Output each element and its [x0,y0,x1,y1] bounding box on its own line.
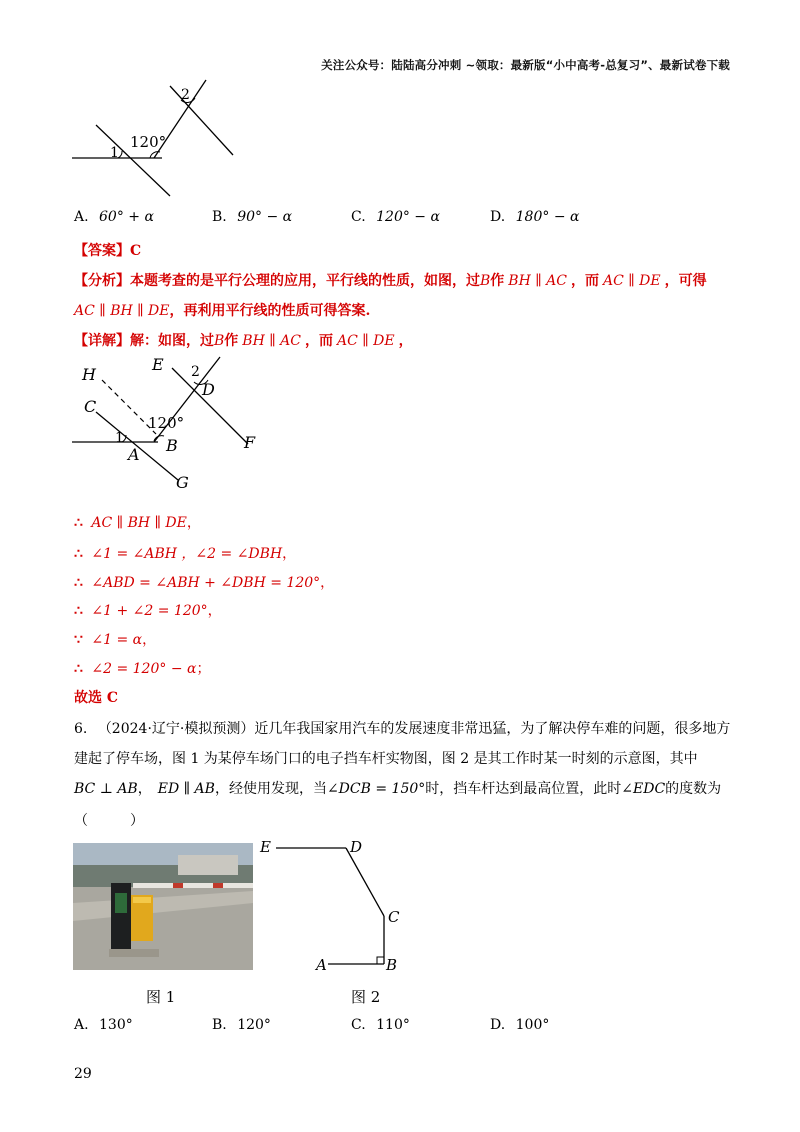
q6-source: （2024·辽宁·模拟预测） [97,721,255,737]
q6-line-1 [74,718,730,738]
label-C: C [84,397,97,416]
option-letter: B. [212,209,227,225]
figure-solution-diagram [70,352,275,492]
detail-text: ， [398,333,413,349]
option-text: 120° [237,1017,271,1033]
q6-option-b [212,1017,271,1033]
parking-gate-photo [73,843,253,970]
q6-option-a [74,1017,133,1033]
step-tail: ， [207,603,222,619]
option-text: 90° − α [237,209,293,225]
analysis-text: ，可得 [664,273,707,289]
analysis-text: 本题考查的是平行公理的应用，平行线的性质，如图，过 [130,273,480,289]
option-text: 130° [99,1017,133,1033]
analysis-label: 【分析】 [74,273,130,289]
label-2: 2 [191,364,200,380]
step-4 [74,600,222,620]
option-letter: C. [351,1017,366,1033]
label-120: 120° [148,414,185,432]
option-text: 60° + α [99,209,154,225]
q6-text: 建起了停车场，图 1 为某停车场门口的电子挡车杆实物图，图 2 是其工作时某一时刻的示意图，其中 [74,751,698,767]
conclusion: 故选 C [74,690,119,706]
label-A: A [316,956,327,974]
analysis-line-2 [74,300,370,320]
q6-line-3 [74,778,721,798]
q6-option-c [351,1017,410,1033]
q6-text: 的度数为 [665,781,722,797]
parking-gate-illustration [73,843,253,970]
step-expr: ∠2 = 120° − α [91,661,197,677]
detail-text: 作 [224,333,239,349]
step-symbol: ∴ [74,575,83,591]
step-expr: ∠ABD = ∠ABH + ∠DBH = 120° [91,575,321,591]
q5-option-d [490,209,579,225]
label-D: D [350,838,363,856]
q6-text: ， [137,781,152,797]
step-symbol: ∴ [74,603,83,619]
option-letter: D. [490,1017,506,1033]
q6-answer-bracket: （ ） [74,813,144,829]
step-6 [74,658,210,678]
step-symbol: ∴ [74,546,83,562]
option-text: 180° − α [515,209,580,225]
figure-2-caption: 图 2 [351,988,381,1006]
q6-number: 6. [74,721,88,737]
step-tail: ， [320,575,335,591]
step-symbol: ∴ [74,661,83,677]
analysis-text: ，再利用平行线的性质可得答案. [169,303,371,319]
detail-math: BH ∥ AC [242,333,301,349]
label-B: B [386,956,398,974]
label-G: G [176,473,189,492]
analysis-math: AC ∥ BH ∥ DE [74,303,170,319]
q6-math: ∠EDC [621,781,666,797]
answer-label: 【答案】 [74,243,130,259]
step-expr: ∠1 = ∠ABH ，∠2 = ∠DBH [91,546,283,562]
segment-DC [346,848,384,916]
q6-math: BC ⊥ AB [74,781,138,797]
step-tail: ， [186,515,201,531]
figure-q5-diagram [70,78,245,203]
step-symbol: ∵ [74,632,83,648]
page-header: 关注公众号：陆陆高分冲刺 ~领取：最新版“小中高考-总复习”、最新试卷下载 [321,58,730,72]
label-B: B [166,436,178,455]
step-expr: AC ∥ BH ∥ DE [91,515,187,531]
label-D: D [202,380,215,399]
step-tail: ； [196,661,211,677]
q5-option-b [212,209,292,225]
q6-text: ，经使用发现，当 [214,781,327,797]
analysis-math: B [480,273,491,289]
step-1 [74,512,201,532]
step-symbol: ∴ [74,515,83,531]
step-2 [74,543,296,563]
step-5 [74,629,156,649]
detail-label: 【详解】 [74,333,130,349]
detail-math: B [214,333,225,349]
page-number: 29 [74,1066,92,1082]
answer-value: C [130,243,142,259]
right-angle-mark [377,957,384,964]
label-E: E [152,355,164,374]
q6-math: ∠DCB = 150° [326,781,426,797]
step-3 [74,572,334,592]
q6-line-2 [74,748,698,768]
q6-option-d [490,1017,549,1033]
angle-2-label: 2 [181,87,190,103]
q6-text: 时，挡车杆达到最高位置，此时 [425,781,622,797]
figure-q6-diagram [258,836,408,976]
step-expr: ∠1 = α [91,632,143,648]
analysis-text: ，而 [570,273,599,289]
step-tail: ， [282,546,297,562]
label-1: 1 [115,430,124,446]
detail-text: 解：如图，过 [130,333,214,349]
detail-math: AC ∥ DE [336,333,395,349]
q6-text: 近几年我国家用汽车的发展速度非常迅猛，为了解决停车难的问题，很多地方 [254,721,731,737]
label-H: H [82,365,96,384]
option-text: 120° − α [376,209,440,225]
angle-120-label: 120° [130,133,167,151]
q5-option-a [74,209,154,225]
analysis-line-1 [74,270,707,290]
option-letter: B. [212,1017,227,1033]
option-letter: C. [351,209,366,225]
answer-line [74,240,141,260]
option-letter: A. [74,209,89,225]
label-F: F [244,433,256,452]
label-C: C [388,908,400,926]
option-letter: A. [74,1017,89,1033]
angle-1-label: 1 [110,145,119,161]
option-text: 100° [515,1017,550,1033]
analysis-math: BH ∥ AC [508,273,567,289]
step-tail: ， [142,632,157,648]
analysis-text: 作 [490,273,505,289]
detail-text: ，而 [304,333,333,349]
detail-line [74,330,413,350]
label-A: A [128,445,140,464]
option-text: 110° [376,1017,410,1033]
label-E: E [260,838,271,856]
analysis-math: AC ∥ DE [602,273,661,289]
q5-option-c [351,209,440,225]
step-expr: ∠1 + ∠2 = 120° [91,603,208,619]
option-letter: D. [490,209,506,225]
figure-1-caption: 图 1 [146,988,176,1006]
q6-math: ED ∥ AB [157,781,215,797]
